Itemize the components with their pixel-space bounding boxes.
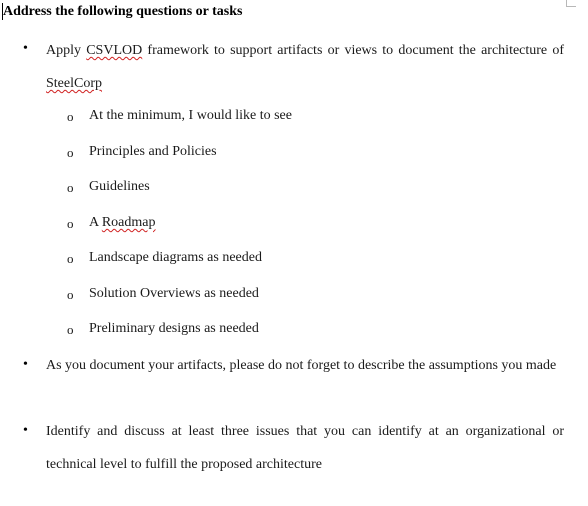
list-item-apply-framework[interactable] (46, 34, 564, 100)
item-text: framework to support artifacts or views to document the architecture of (142, 43, 565, 58)
sub-list-item[interactable]: At the minimum, I would like to see (89, 108, 292, 123)
bullet-icon: • (23, 357, 28, 372)
page-corner-mark (566, 0, 576, 7)
misspelled-word[interactable]: SteelCorp (46, 76, 102, 91)
misspelled-word[interactable]: Roadmap (101, 215, 156, 230)
bullet-icon: • (23, 41, 28, 56)
sub-list-item[interactable]: Landscape diagrams as needed (89, 250, 262, 265)
section-heading: Address the following questions or tasks (3, 4, 243, 19)
bullet-icon: • (23, 423, 28, 438)
sub-bullet-icon: o (67, 216, 74, 231)
sub-bullet-icon: o (67, 287, 74, 302)
sub-list-item[interactable]: Guidelines (89, 179, 150, 194)
sub-list-item[interactable]: Preliminary designs as needed (89, 321, 259, 336)
sub-bullet-icon: o (67, 109, 74, 124)
sub-list-item[interactable]: Solution Overviews as needed (89, 286, 259, 301)
misspelled-word[interactable]: CSVLOD (86, 43, 143, 58)
item-text: A (89, 215, 102, 230)
sub-bullet-icon: o (67, 180, 74, 195)
sub-bullet-icon: o (67, 145, 74, 160)
item-text: Apply (46, 43, 87, 58)
sub-bullet-icon: o (67, 251, 74, 266)
sub-bullet-icon: o (67, 322, 74, 337)
sub-list-item[interactable] (89, 215, 156, 231)
list-item-identify-issues[interactable]: Identify and discuss at least three issues that you can identify at an organizational or technical level to fulfill the proposed architecture (46, 424, 564, 472)
sub-list-item[interactable]: Principles and Policies (89, 144, 217, 159)
list-item-document-assumptions[interactable]: As you document your artifacts, please do not forget to describe the assumptions you made (46, 358, 557, 373)
